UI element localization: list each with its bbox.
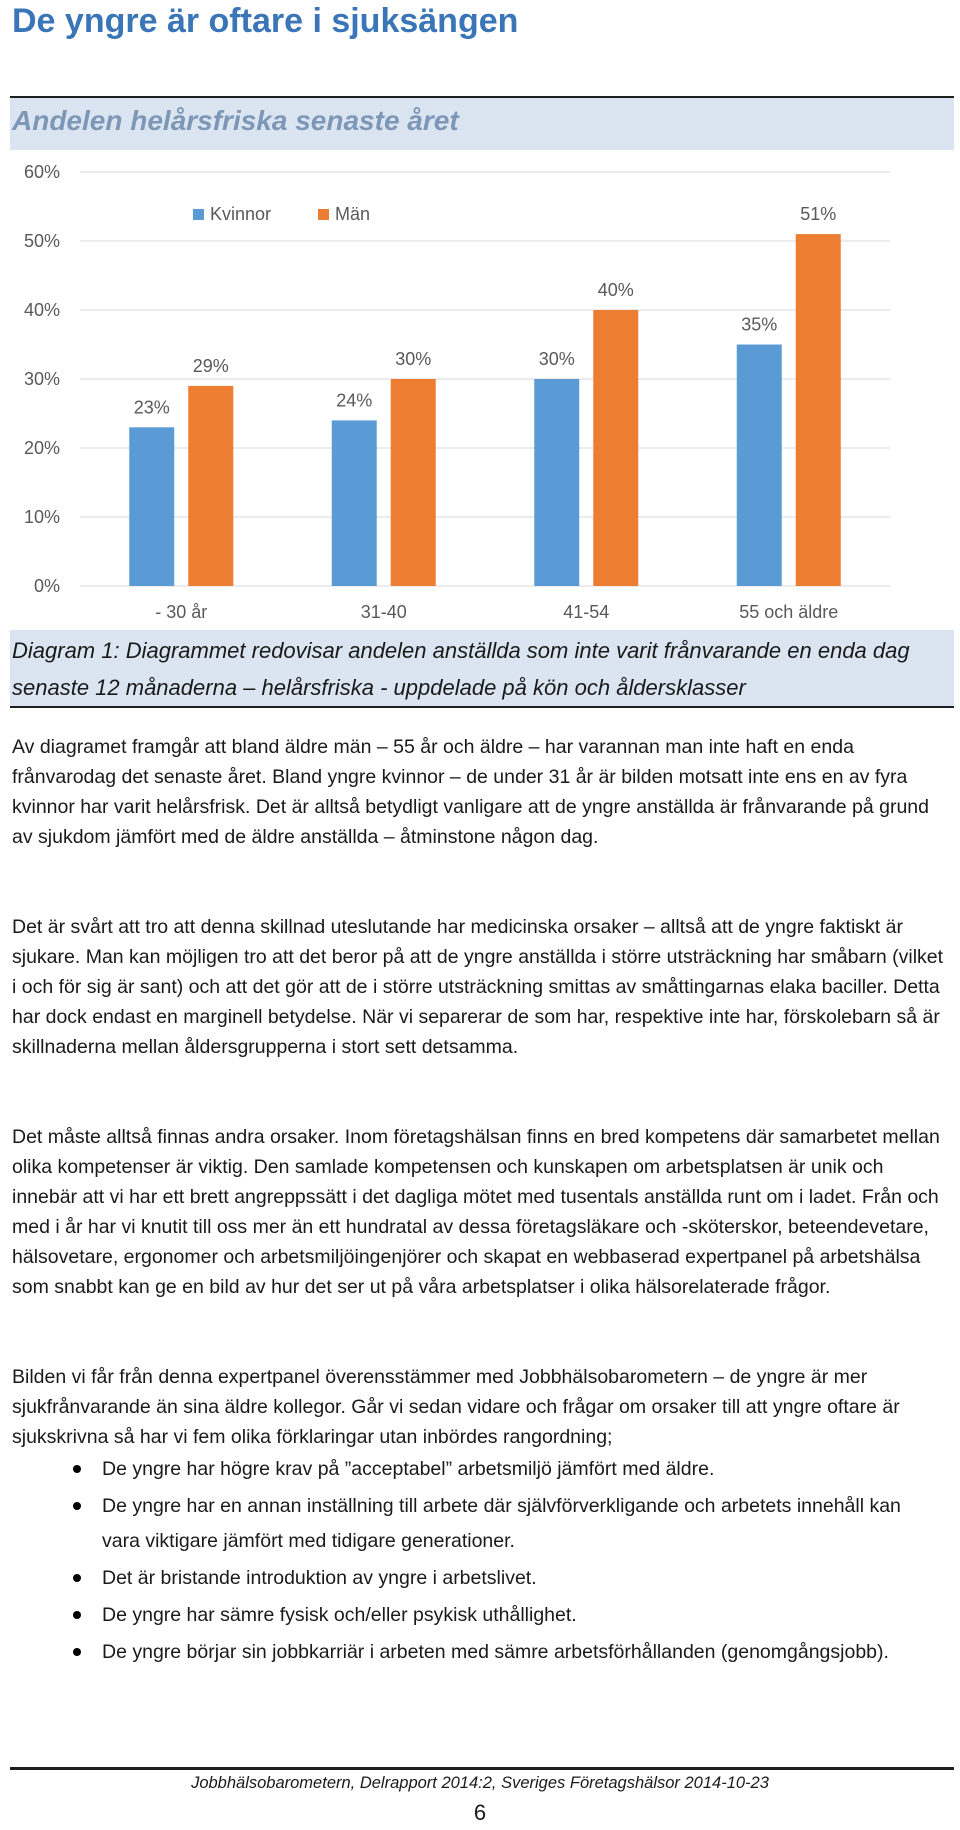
bullet-icon [73,1465,81,1473]
list-item [0,1561,922,1596]
bar-kvinnor [534,379,579,586]
data-label: 29% [192,355,229,376]
list-item [0,1598,922,1633]
list-item [0,1452,922,1487]
y-tick-label: 40% [23,300,60,320]
y-tick-label: 20% [23,438,60,458]
chart-title: Andelen helårsfriska senaste året [12,105,459,136]
list-item-text: De yngre har en annan inställning till arbete där självförverkligande och arbetets innehåll kan vara viktigare jämfört med tidigare generationer. [102,1495,901,1552]
legend-swatch [318,209,329,220]
bar-kvinnor [332,420,377,586]
data-label: 30% [538,349,575,369]
paragraph-2: Det är svårt att tro att denna skillnad uteslutande har medicinska orsaker – alltså att de yngre faktiskt är sjukare. Man kan möjligen tro att det beror på att de yngre anställda i större utsträckning har småbarn (vilket i och för sig är sant) och att det gör att de i större utsträckning smittas av småttingarnas elaka baciller. Detta har dock endast en marginell betydelse. När vi separerar de som har, respektive inte har, förskolebarn så är skillnaderna mellan åldersgrupperna i stort sett detsamma. [12,916,944,1058]
footer-rule [10,1767,954,1770]
list-item-text: Det är bristande introduktion av yngre i arbetslivet. [102,1567,537,1589]
y-tick-label: 10% [23,507,60,527]
paragraph-3: Det måste alltså finnas andra orsaker. Inom företagshälsan finns en bred kompetens där samarbetet mellan olika kompetenser är viktig. Den samlade kompetensen och kunskapen om arbetsplatsen är unik och innebär att vi har ett brett angreppssätt i det dagliga mötet med tusentals anställda runt om i ladet. Från och med i år har vi knutit till oss mer än ett hundratal av dessa företagsläkare och -sköterskor, beteendevetare, hälsovetare, ergonomer och arbetsmiljöingenjörer och skapat en webbaserad expertpanel på arbetshälsa som snabbt kan ge en bild av hur det ser ut på våra arbetsplatser i olika hälsorelaterade frågor. [12,1126,940,1298]
data-label: 24% [336,390,373,411]
bar-man [188,386,233,586]
reason-list [0,1452,960,1672]
data-label: 23% [133,397,170,418]
page-heading: De yngre är oftare i sjuksängen [12,2,519,40]
legend-label: Kvinnor [210,204,272,224]
y-tick-label: 60% [23,162,60,182]
footer-text: Jobbhälsobarometern, Delrapport 2014:2, Sveriges Företagshälsor 2014-10-23 [191,1774,769,1792]
bullet-icon [73,1574,81,1582]
data-label: 40% [597,280,634,300]
paragraph-4: Bilden vi får från denna expertpanel överensstämmer med Jobbhälsobarometern – de yngre är mer sjukfrånvarande än sina äldre kollegor. Går vi sedan vidare och frågar om orsaker till att yngre oftare är sjukskrivna så har vi fem olika förklaringar utan inbördes rangordning; [12,1366,900,1448]
data-label: 30% [395,349,432,369]
list-item-text: De yngre börjar sin jobbkarriär i arbeten med sämre arbetsförhållanden (genomgångsjobb). [102,1641,889,1663]
paragraph-1: Av diagramet framgår att bland äldre män – 55 år och äldre – har varannan man inte haft en enda frånvarodag det senaste året. Bland yngre kvinnor – de under 31 år är bilden motsatt inte ens en av fyra kvinnor har varit helårsfrisk. Det är alltså betydligt vanligare att de yngre anställda är frånvarande på grund av sjukdom jämfört med de äldre anställda – åtminstone någon dag. [12,736,929,848]
bar-chart [0,150,960,630]
legend-label: Män [335,204,371,224]
legend-swatch [193,209,204,220]
list-item-text: De yngre har högre krav på ”acceptabel” arbetsmiljö jämfört med äldre. [102,1458,715,1480]
x-tick-label: - 30 år [155,602,208,622]
page-number: 6 [473,1800,487,1825]
chart-caption: Diagram 1: Diagrammet redovisar andelen anställda som inte varit frånvarande en enda dag senaste 12 månaderna – helårsfriska - uppdelade på kön och åldersklasser [12,638,910,700]
y-tick-label: 30% [23,369,60,389]
x-tick-label: 31-40 [360,602,407,622]
bullet-icon [73,1611,81,1619]
bullet-icon [73,1502,81,1510]
list-item [0,1489,922,1559]
data-label: 51% [800,204,837,225]
bar-man [796,234,841,586]
list-item [0,1635,922,1670]
bar-man [391,379,436,586]
data-label: 35% [741,314,778,335]
bullet-icon [73,1648,81,1656]
bar-man [593,310,638,586]
y-tick-label: 0% [33,576,60,596]
bar-kvinnor [129,427,174,586]
x-tick-label: 55 och äldre [739,602,839,622]
list-item-text: De yngre har sämre fysisk och/eller psykisk uthållighet. [102,1604,577,1626]
x-tick-label: 41-54 [563,602,610,622]
y-tick-label: 50% [23,231,60,251]
bar-kvinnor [737,345,782,587]
